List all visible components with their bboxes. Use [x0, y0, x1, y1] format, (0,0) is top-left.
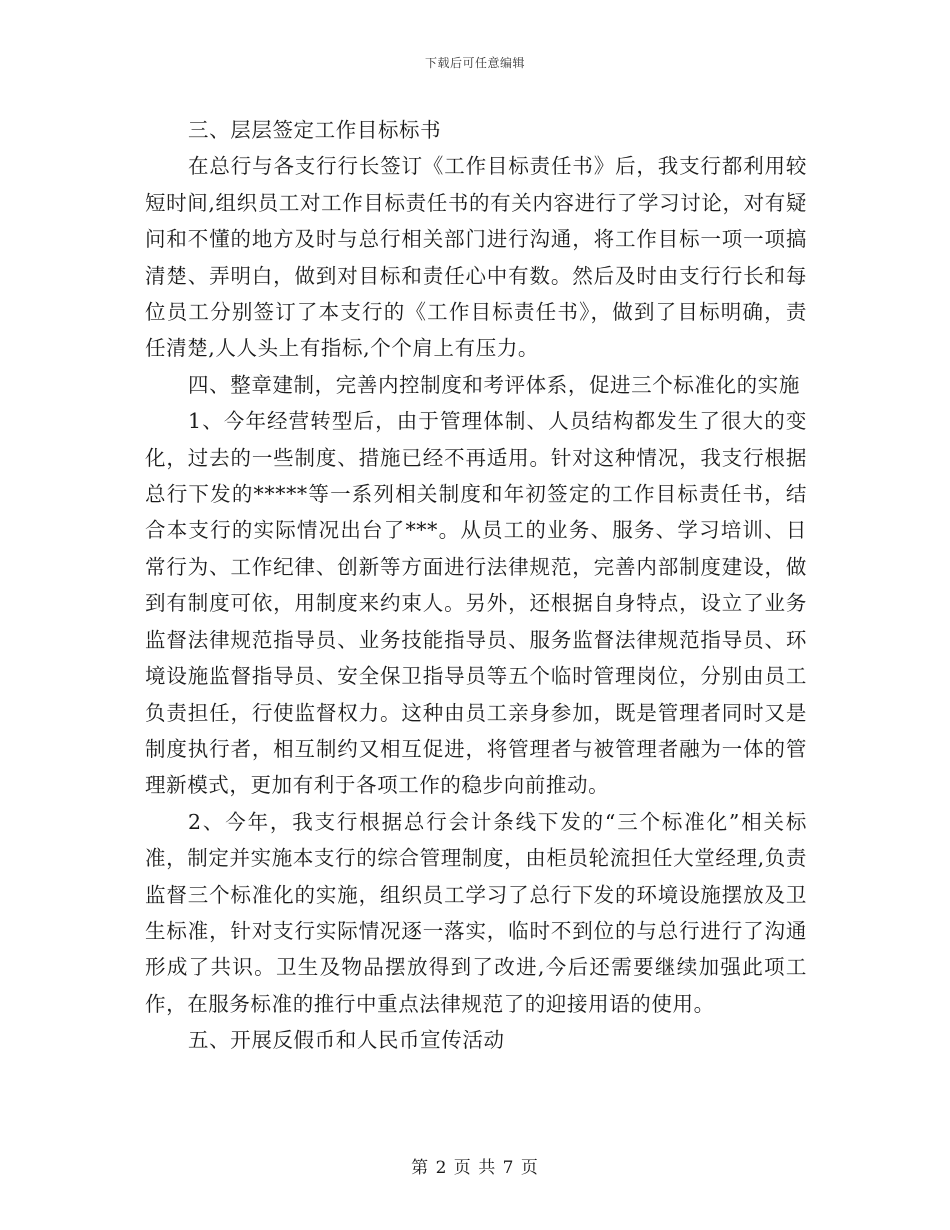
- paragraph-item-one: 1、今年经营转型后，由于管理体制、人员结构都发生了很大的变化，过去的一些制度、措施已经不再适用。针对这种情况，我支行根据总行下发的*****等一系列相关制度和年初签定的工作目标责任书，结合本支行的实际情况出台了***。从员工的业务、服务、学习培训、日常行为、工作纪律、创新等方面进行法律规范，完善内部制度建设，做到有制度可依，用制度来约束人。另外，还根据自身特点，设立了业务监督法律规范指导员、业务技能指导员、服务监督法律规范指导员、环境设施监督指导员、安全保卫指导员等五个临时管理岗位，分别由员工负责担任，行使监督权力。这种由员工亲身参加，既是管理者同时又是制度执行者，相互制约又相互促进，将管理者与被管理者融为一体的管理新模式，更加有利于各项工作的稳步向前推动。: [145, 409, 807, 798]
- paragraph-item-two: 2、今年，我支行根据总行会计条线下发的“三个标准化”相关标准，制定并实施本支行的综合管理制度，由柜员轮流担任大堂经理,负责监督三个标准化的实施，组织员工学习了总行下发的环境设施摆放及卫生标准，针对支行实际情况逐一落实，临时不到位的与总行进行了沟通形成了共识。卫生及物品摆放得到了改进,今后还需要继续加强此项工作，在服务标准的推行中重点法律规范了的迎接用语的使用。: [145, 809, 807, 1016]
- section-heading-five: 五、开展反假币和人民币宣传活动: [188, 1028, 505, 1053]
- document-body: [145, 112, 807, 1059]
- header-note: 下载后可任意编辑: [424, 56, 525, 70]
- section-heading-three: 三、层层签定工作目标标书: [188, 118, 442, 142]
- section-heading-four: 四、整章建制，完善内控制度和考评体系，促进三个标准化的实施: [188, 372, 800, 397]
- paragraph-target-responsibility: 在总行与各支行行长签订《工作目标责任书》后，我支行都利用较短时间,组织员工对工作目标责任书的有关内容进行了学习讨论，对有疑问和不懂的地方及时与总行相关部门进行沟通，将工作目标一项一项搞清楚、弄明白，做到对目标和责任心中有数。然后及时由支行行长和每位员工分别签订了本支行的《工作目标责任书》，做到了目标明确，责任清楚,人人头上有指标,个个肩上有压力。: [145, 154, 807, 361]
- page-number-footer: 第 2 页 共 7 页: [411, 1158, 539, 1178]
